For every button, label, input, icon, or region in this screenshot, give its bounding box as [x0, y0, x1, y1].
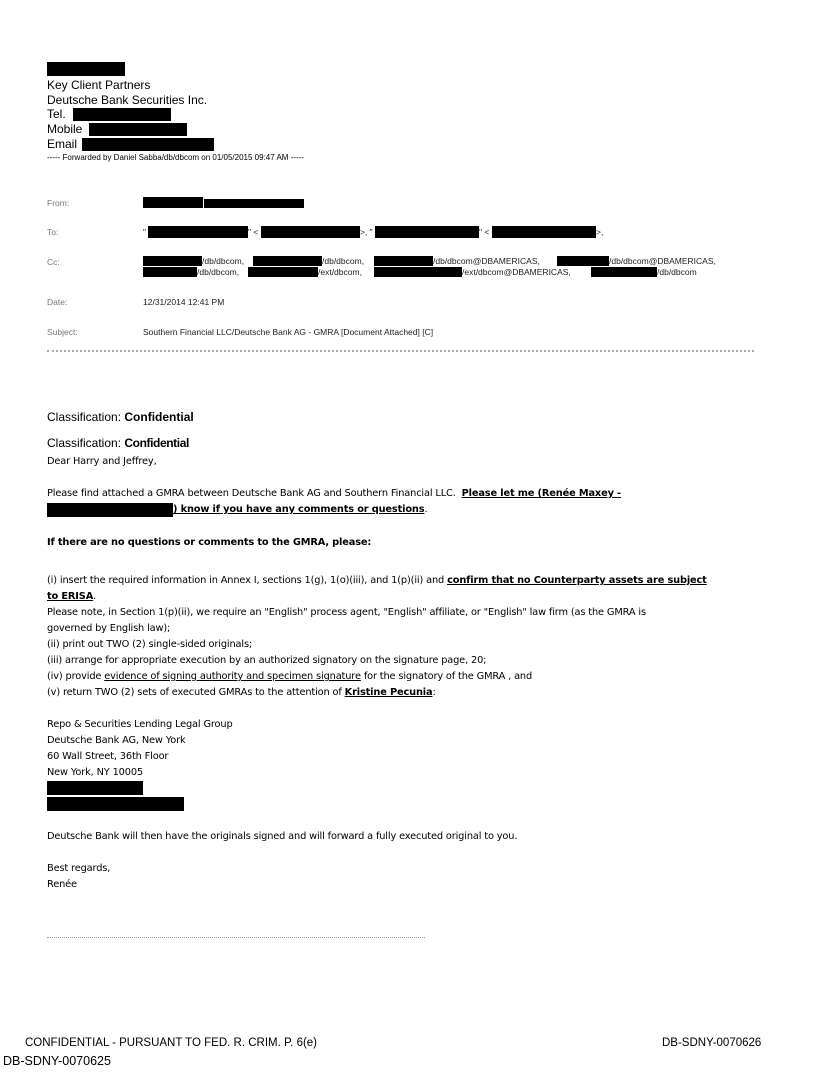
sender-name: Renée	[47, 879, 77, 890]
address-line3: 60 Wall Street, 36th Floor	[47, 751, 169, 762]
step-iv-emphasis: evidence of signing authority and specimen signature	[104, 671, 361, 682]
redaction-to-3	[375, 226, 479, 238]
step-iii: (iii) arrange for appropriate execution by an authorized signatory on the signature page, 20;	[47, 655, 487, 666]
subject-value: Southern Financial LLC/Deutsche Bank AG - GMRA [Document Attached] [C]	[143, 327, 434, 337]
cc1-part2: /db/dbcom,	[322, 256, 365, 266]
step-i-text: (i) insert the required information in Annex I, sections 1(g), 1(o)(iii), and 1(p)(ii) and	[47, 575, 448, 586]
date-label: Date:	[47, 297, 68, 307]
to-sep-2: >, "	[360, 227, 373, 237]
redaction-to-2	[261, 226, 360, 238]
classification-label-2: Classification:	[47, 436, 122, 450]
address-line2: Deutsche Bank AG, New York	[47, 735, 186, 746]
classification-value-2: Confidential	[124, 436, 189, 450]
step-iv-c: for the signatory of the GMRA , and	[360, 671, 533, 682]
to-label: To:	[47, 227, 59, 237]
signature-divider	[47, 937, 425, 938]
to-quote-1: "	[143, 227, 147, 237]
note-line2: governed by English law);	[47, 623, 171, 634]
note-line1: Please note, in Section 1(p)(ii), we require an "English" process agent, "English" affiliate, or "English" law firm (as the GMRA is	[47, 607, 646, 618]
greeting: Dear Harry and Jeffrey,	[47, 456, 157, 467]
para1-line2	[173, 504, 427, 515]
redaction-address-1	[47, 781, 143, 795]
redaction-to-4	[492, 226, 596, 238]
redaction-contact	[47, 503, 173, 517]
redaction-cc-3	[374, 256, 433, 266]
step-ii: (ii) print out TWO (2) single-sided originals;	[47, 639, 253, 650]
redaction-from-1	[143, 197, 203, 208]
address-line1: Repo & Securities Lending Legal Group	[47, 719, 233, 730]
redaction-cc-2	[253, 256, 322, 266]
para1-text: Please find attached a GMRA between Deutsche Bank AG and Southern Financial LLC.	[47, 488, 456, 499]
classification-1	[47, 410, 194, 424]
step-i-period: .	[93, 591, 97, 602]
redaction-tel	[73, 108, 171, 121]
footer-bates-left: DB-SDNY-0070625	[3, 1054, 111, 1068]
step-i-line2	[47, 591, 96, 602]
step-v-c: :	[432, 687, 436, 698]
cc1-part1: /db/dbcom,	[202, 256, 245, 266]
step-v-a: (v) return TWO (2) sets of executed GMRAs to the attention of	[47, 687, 345, 698]
footer-confidential: CONFIDENTIAL - PURSUANT TO FED. R. CRIM. P. 6(e)	[25, 1037, 318, 1049]
cc1-part4: /db/dbcom@DBAMERICAS,	[609, 256, 716, 266]
from-label: From:	[47, 198, 70, 208]
signature-company: Deutsche Bank Securities Inc.	[47, 93, 208, 107]
step-iv-a: (iv) provide	[47, 671, 105, 682]
date-value: 12/31/2014 12:41 PM	[143, 297, 225, 307]
redaction-from-2	[204, 199, 304, 208]
contact-link-cont[interactable]: ) know if you have any comments or questions	[173, 504, 425, 515]
redaction-address-2	[47, 797, 184, 811]
redaction-mobile	[89, 123, 187, 136]
para1-line1	[47, 488, 621, 499]
redaction-cc-6	[248, 267, 318, 277]
step-v-name: Kristine Pecunia	[344, 687, 433, 698]
redaction-email	[82, 138, 214, 151]
cc2-part4: /db/dbcom	[657, 267, 697, 277]
to-sep-3: " <	[479, 227, 490, 237]
address-line4: New York, NY 10005	[47, 767, 143, 778]
redaction-cc-1	[143, 256, 202, 266]
step-iv	[47, 671, 532, 682]
redaction-cc-4	[557, 256, 609, 266]
para1-period: .	[424, 504, 428, 515]
cc2-part3: /ext/dbcom@DBAMERICAS,	[462, 267, 571, 277]
step-v	[47, 687, 436, 698]
contact-link[interactable]: Please let me (Renée Maxey -	[461, 488, 621, 499]
step-i-line1	[47, 575, 707, 586]
regards: Best regards,	[47, 863, 111, 874]
forward-line: ----- Forwarded by Daniel Sabba/db/dbcom on 01/05/2015 09:47 AM -----	[47, 153, 305, 162]
cc2-part1: /db/dbcom,	[197, 267, 240, 277]
step-i-emphasis: confirm that no Counterparty assets are subject	[447, 575, 707, 586]
redaction-cc-8	[591, 267, 657, 277]
classification-value-1: Confidential	[124, 410, 194, 424]
cc2-part2: /ext/dbcom,	[318, 267, 362, 277]
redaction-cc-7	[374, 267, 462, 277]
subject-label: Subject:	[47, 327, 78, 337]
closing-text: Deutsche Bank will then have the originals signed and will forward a fully executed original to you.	[47, 831, 518, 842]
to-sep-4: >,	[596, 227, 604, 237]
classification-label-1: Classification:	[47, 410, 122, 424]
to-sep-1: " <	[248, 227, 259, 237]
footer-bates-right: DB-SDNY-0070626	[662, 1037, 762, 1049]
cc-label: Cc:	[47, 257, 60, 267]
redaction-cc-5	[143, 267, 197, 277]
redaction-to-1	[148, 226, 248, 238]
signature-tel-label: Tel.	[47, 107, 66, 121]
instructions-heading: If there are no questions or comments to the GMRA, please:	[47, 537, 372, 548]
redaction-name	[47, 62, 125, 76]
classification-2	[47, 436, 189, 450]
cc1-part3: /db/dbcom@DBAMERICAS,	[433, 256, 540, 266]
signature-mobile-label: Mobile	[47, 122, 83, 136]
header-divider	[47, 350, 754, 352]
signature-email-label: Email	[47, 137, 78, 151]
step-i-emphasis-2: to ERISA	[47, 591, 94, 602]
signature-title: Key Client Partners	[47, 78, 151, 92]
